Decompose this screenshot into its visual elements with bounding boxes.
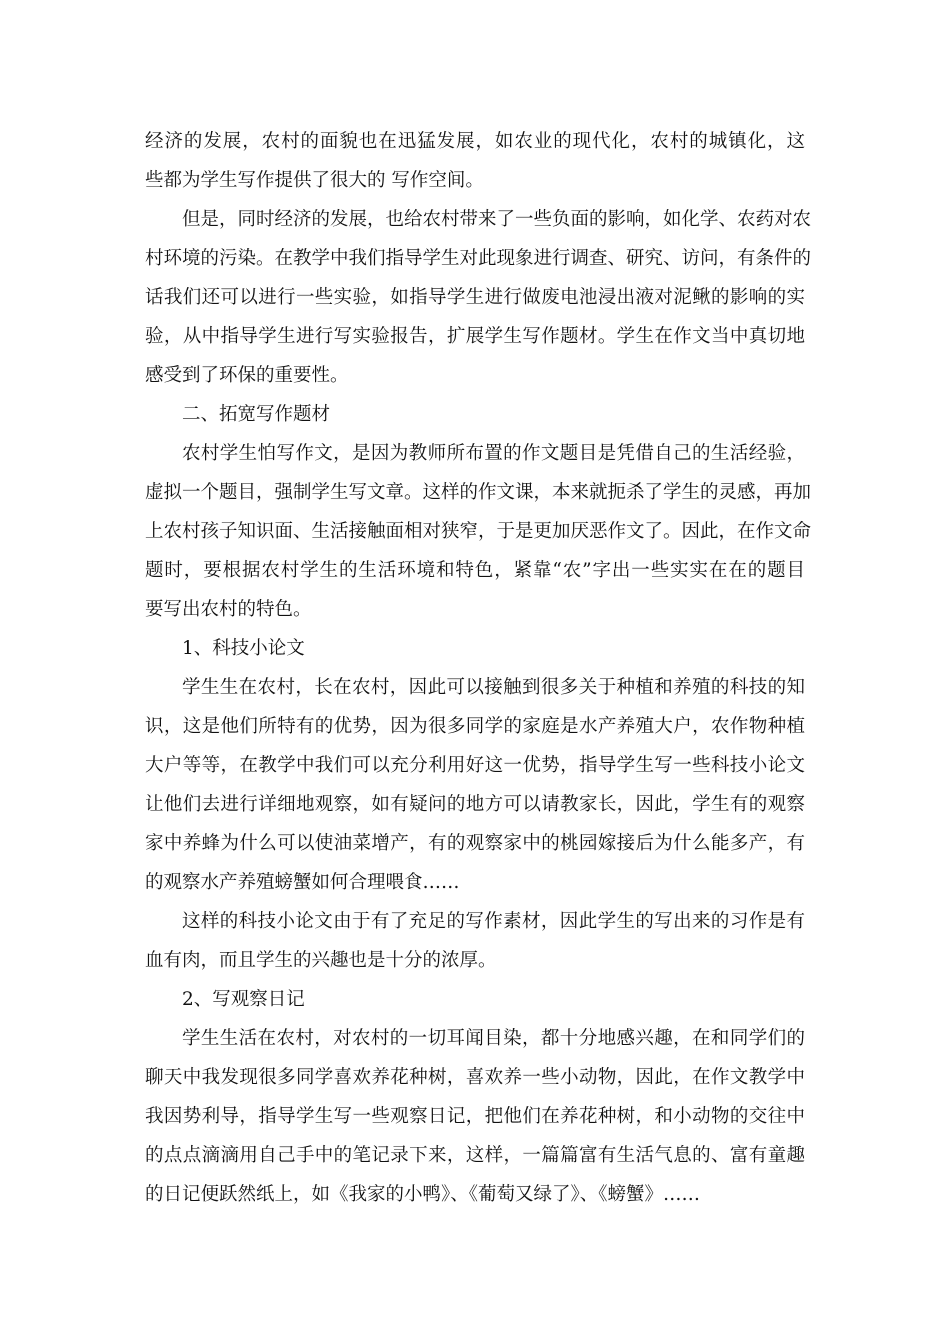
paragraph-line: 的日记便跃然纸上，如《我家的小鸭》、《葡萄又绿了》、《螃蟹》…… bbox=[145, 1184, 701, 1205]
paragraph-line: 虚拟一个题目，强制学生写文章。这样的作文课，本来就扼杀了学生的灵感，再加 bbox=[145, 482, 812, 503]
paragraph-line: 血有肉，而且学生的兴趣也是十分的浓厚。 bbox=[145, 950, 497, 971]
paragraph-line: 但是，同时经济的发展，也给农村带来了一些负面的影响，如化学、农药对农 bbox=[182, 209, 812, 230]
paragraph-line: 上农村孩子知识面、生活接触面相对狭窄，于是更加厌恶作文了。因此，在作文命 bbox=[145, 521, 812, 542]
subsection-heading: 1、科技小论文 bbox=[182, 638, 305, 659]
paragraph-line: 题时，要根据农村学生的生活环境和特色，紧靠“农”字出一些实实在在的题目 bbox=[145, 560, 805, 581]
paragraph-line: 聊天中我发现很多同学喜欢养花种树，喜欢养一些小动物，因此，在作文教学中 bbox=[145, 1067, 805, 1088]
paragraph-line: 的点点滴滴用自己手中的笔记录下来，这样，一篇篇富有生活气息的、富有童趣 bbox=[145, 1145, 805, 1166]
paragraph-line: 大户等等，在教学中我们可以充分利用好这一优势，指导学生写一些科技小论文 bbox=[145, 755, 805, 776]
section-heading: 二、拓宽写作题材 bbox=[182, 404, 331, 425]
paragraph-line: 学生生活在农村，对农村的一切耳闻目染，都十分地感兴趣，在和同学们的 bbox=[182, 1028, 805, 1049]
paragraph-line: 验，从中指导学生进行写实验报告，扩展学生写作题材。学生在作文当中真切地 bbox=[145, 326, 805, 347]
paragraph-line: 些都为学生写作提供了很大的 写作空间。 bbox=[145, 170, 484, 191]
paragraph-line: 要写出农村的特色。 bbox=[145, 599, 312, 620]
subsection-heading: 2、写观察日记 bbox=[182, 989, 305, 1010]
paragraph-line: 我因势利导，指导学生写一些观察日记，把他们在养花种树，和小动物的交往中 bbox=[145, 1106, 805, 1127]
paragraph-line: 农村学生怕写作文，是因为教师所布置的作文题目是凭借自己的生活经验， bbox=[182, 443, 805, 464]
paragraph-line: 让他们去进行详细地观察，如有疑问的地方可以请教家长，因此，学生有的观察 bbox=[145, 794, 805, 815]
document-body bbox=[145, 122, 812, 1214]
paragraph-line: 的观察水产养殖螃蟹如何合理喂食…… bbox=[145, 872, 460, 893]
paragraph-line: 村环境的污染。在教学中我们指导学生对此现象进行调查、研究、访问，有条件的 bbox=[145, 248, 812, 269]
paragraph-line: 这样的科技小论文由于有了充足的写作素材，因此学生的写出来的习作是有 bbox=[182, 911, 805, 932]
paragraph-line: 感受到了环保的重要性。 bbox=[145, 365, 349, 386]
paragraph-line: 话我们还可以进行一些实验，如指导学生进行做废电池浸出液对泥鳅的影响的实 bbox=[145, 287, 805, 308]
paragraph-line: 经济的发展，农村的面貌也在迅猛发展，如农业的现代化，农村的城镇化，这 bbox=[145, 131, 805, 152]
paragraph-line: 家中养蜂为什么可以使油菜增产，有的观察家中的桃园嫁接后为什么能多产，有 bbox=[145, 833, 805, 854]
paragraph-line: 识，这是他们所特有的优势，因为很多同学的家庭是水产养殖大户，农作物种植 bbox=[145, 716, 805, 737]
paragraph-line: 学生生在农村，长在农村，因此可以接触到很多关于种植和养殖的科技的知 bbox=[182, 677, 805, 698]
